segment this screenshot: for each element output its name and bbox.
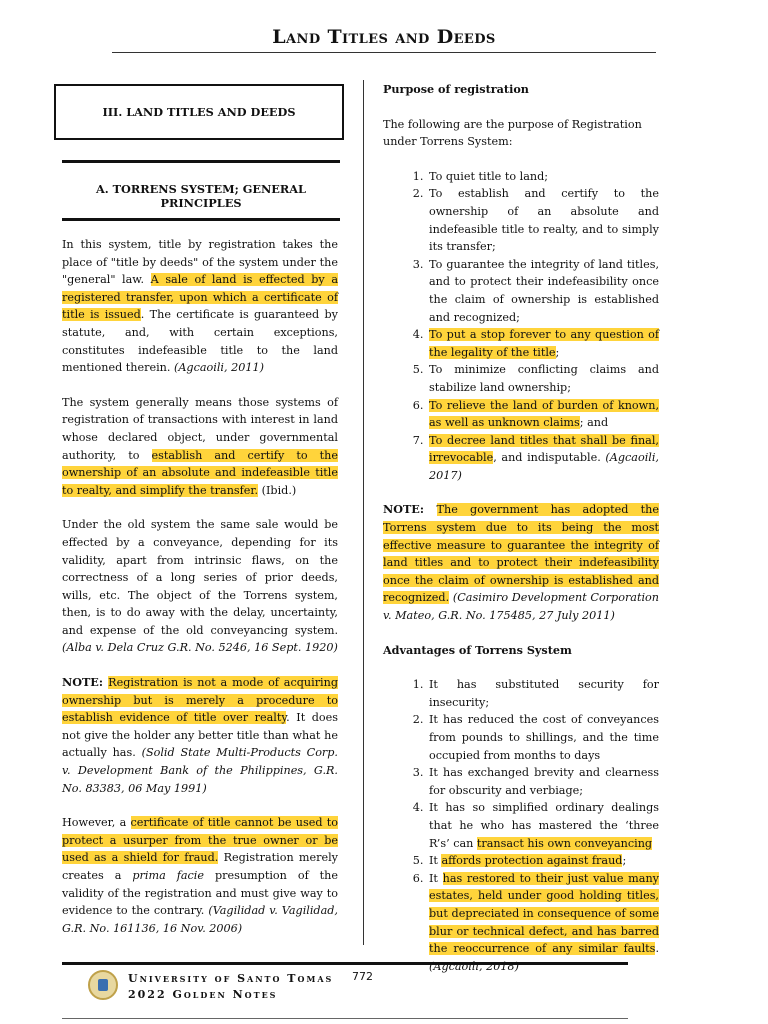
text: presumption of the validity of the registration and must give way to evidence to the contrary. <box>62 869 339 918</box>
text: (Ibid.) <box>258 483 297 497</box>
purpose-intro: The following are the purpose of Registration under Torrens System: <box>383 117 642 149</box>
advantages-heading: Advantages of Torrens System <box>383 642 572 657</box>
highlight: To relieve the land of burden of known, as well as unknown claims <box>429 398 659 430</box>
text: ; and <box>579 416 609 430</box>
footer-university: University of Santo Tomas <box>128 972 334 985</box>
page-number: 772 <box>352 970 373 983</box>
section-title-box <box>54 84 344 140</box>
citation: (Solid State Multi-Products Corp. v. Development Bank of the Philippines, G.R. No. 83383, 06 May 1991) <box>62 746 338 795</box>
list-item <box>427 432 659 485</box>
right-column-body <box>383 81 659 992</box>
text: ; <box>622 854 627 868</box>
subheading: A. TORRENS SYSTEM; GENERAL PRINCIPLES <box>96 182 306 210</box>
footer-rule <box>62 962 628 965</box>
citation: (Agcaoili, 2018) <box>429 959 519 973</box>
subheading-bottom-rule <box>62 218 340 221</box>
list-item <box>427 799 659 852</box>
section-title: III. LAND TITLES AND DEEDS <box>102 105 296 119</box>
footer-bottom-rule <box>62 1018 628 1019</box>
highlight: Registration is not a mode of acquiring ownership but is merely a procedure to establish evidence of title over realty <box>62 676 338 725</box>
header-rule <box>112 52 656 53</box>
highlight: has restored to their just value many estates, held under good holding titles, but depreciated in consequence of some blur or technical defect, and has barred the reoccurrence of any similar faults <box>429 871 659 956</box>
text: It has substituted security for insecurity; <box>429 678 659 709</box>
paragraph-2 <box>62 394 338 500</box>
list-item <box>427 852 659 870</box>
text: To minimize conflicting claims and stabilize land ownership; <box>429 363 659 394</box>
advantages-list <box>383 676 659 975</box>
list-item <box>427 764 659 799</box>
paragraph-5 <box>62 814 338 937</box>
highlight: The government has adopted the Torrens system due to its being the most effective measure to guarantee the integrity of land titles and to protect their indefeasibility once the claim of ownership is established and recognized. <box>383 503 659 605</box>
text: It <box>429 854 442 868</box>
text: It has exchanged brevity and clearness for obscurity and verbiage; <box>429 766 659 797</box>
citation: (Casimiro Development Corporation v. Mateo, G.R. No. 175485, 27 July 2011) <box>383 591 659 623</box>
text: . <box>655 942 659 956</box>
citation: (Agcaoili, 2017) <box>429 451 659 482</box>
purpose-list <box>383 168 659 485</box>
highlight: establish and certify to the ownership of an absolute and indefeasible title to realty, and simplify the transfer. <box>62 448 338 497</box>
citation: (Agcaoili, 2011) <box>173 361 264 375</box>
highlight: transact his own conveyancing <box>476 836 653 850</box>
list-item <box>427 397 659 432</box>
page-header-title: Land Titles and Deeds <box>272 26 496 48</box>
list-item <box>427 256 659 326</box>
text: Under the old system the same sale would be effected by a conveyance, depending for its validity, apart from intrinsic flaws, on the correctness of a long series of prior deeds, wills, etc. The object of the Torrens system, then, is to do away with the delay, uncertainty, and expense of the old conveyancing system. <box>62 518 338 637</box>
text: . It does not give the holder any better title than what he actually has. <box>62 711 339 760</box>
note-label: NOTE: <box>383 502 437 517</box>
note-label: NOTE: <box>62 675 109 690</box>
list-item <box>427 711 659 764</box>
highlight: affords protection against fraud <box>441 854 623 868</box>
text: To establish and certify to the ownership of an absolute and indefeasible title to realty, and to simply its transfer; <box>429 187 659 254</box>
note-paragraph-right <box>383 501 659 624</box>
text: Registration merely creates a <box>62 851 339 882</box>
note-paragraph <box>62 674 338 797</box>
highlight: certificate of title cannot be used to protect a usurper from the true owner or be used as a shield for fraud. <box>62 816 338 865</box>
text: . The certificate is guaranteed by statute, and, with certain exceptions, constitutes indefeasible title to the land mentioned therein. <box>62 308 338 375</box>
left-column-body <box>62 236 338 954</box>
text: ; <box>555 345 560 359</box>
paragraph-3 <box>62 516 338 657</box>
paragraph-1 <box>62 236 338 377</box>
highlight: To decree land titles that shall be final, irrevocable <box>429 433 659 465</box>
column-divider <box>363 80 364 945</box>
list-item <box>427 185 659 255</box>
list-item <box>427 870 659 976</box>
text: However, a <box>62 816 131 830</box>
list-item <box>427 326 659 361</box>
text: It has reduced the cost of conveyances from pounds to shillings, and the time occupied from months to days <box>429 713 659 762</box>
university-seal-icon <box>88 970 118 1000</box>
list-item <box>427 168 659 186</box>
italic-term: prima facie <box>132 869 205 882</box>
citation: (Vagilidad v. Vagilidad, G.R. No. 161136, 16 Nov. 2006) <box>62 904 338 935</box>
text: The system generally means those systems of registration of transactions with interest in land whose declared object, under governmental authority, to <box>62 395 338 462</box>
text: It has so simplified ordinary dealings that he who has mastered the ‘three R’s’ can <box>429 801 659 850</box>
highlight: A sale of land is effected by a registered transfer, upon which a certificate of title is issued <box>62 273 338 322</box>
subheading-top-rule <box>62 160 340 163</box>
footer-edition: 2022 Golden Notes <box>128 988 278 1001</box>
text: , and indisputable. <box>493 451 606 465</box>
list-item <box>427 361 659 396</box>
text: It <box>429 871 443 885</box>
list-item <box>427 676 659 711</box>
text: In this system, title by registration takes the place of "title by deeds" of the system under the "general" law. <box>62 238 338 287</box>
citation: (Alba v. Dela Cruz G.R. No. 5246, 16 Sept. 1920) <box>62 641 338 655</box>
highlight: To put a stop forever to any question of the legality of the title <box>429 328 659 359</box>
purpose-heading: Purpose of registration <box>383 82 529 96</box>
text: To guarantee the integrity of land titles, and to protect their indefeasibility once the claim of ownership is established and recognized; <box>429 257 659 324</box>
text: To quiet title to land; <box>429 169 548 183</box>
